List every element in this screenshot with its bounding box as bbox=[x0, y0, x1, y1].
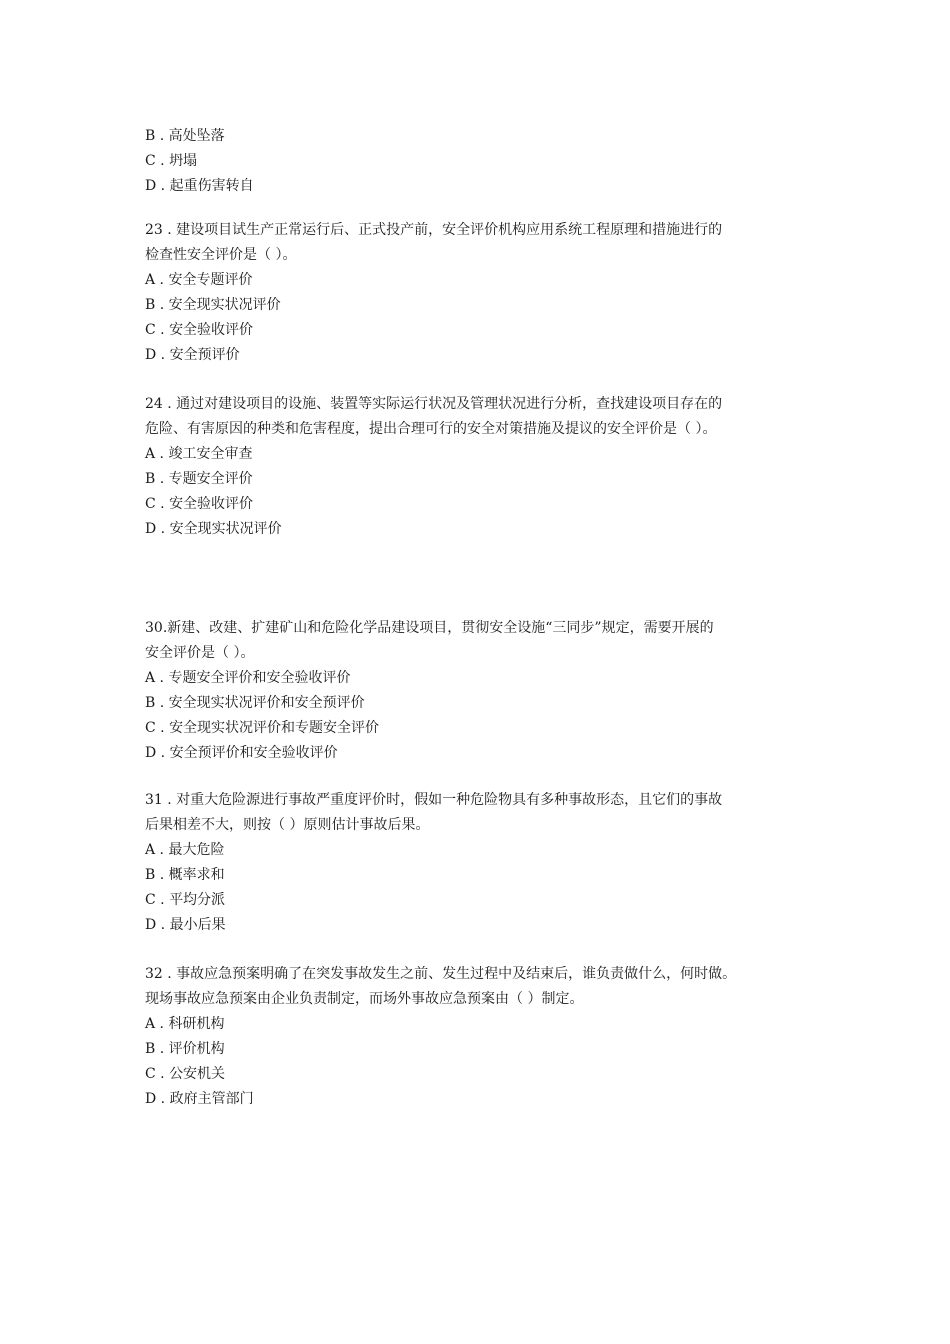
option-d: D . 起重伤害转自 bbox=[145, 178, 254, 194]
option-c: C . 公安机关 bbox=[145, 1066, 226, 1082]
question-stem-line: 32 . 事故应急预案明确了在突发事故发生之前、发生过程中及结束后，谁负责做什么，何时做。 bbox=[145, 966, 737, 982]
carryover-options bbox=[145, 124, 825, 199]
option-b: B . 评价机构 bbox=[145, 1041, 225, 1057]
option-d: D . 政府主管部门 bbox=[145, 1091, 254, 1107]
option-a: A . 专题安全评价和安全验收评价 bbox=[145, 670, 351, 686]
option-b: B . 安全现实状况评价 bbox=[145, 297, 281, 313]
question-stem-line: 危险、有害原因的种类和危害程度，提出合理可行的安全对策措施及提议的安全评价是（ ）。 bbox=[145, 421, 717, 437]
question-stem-line: 30.新建、改建、扩建矿山和危险化学品建设项目，贯彻安全设施“三同步”规定，需要开展的 bbox=[145, 620, 714, 636]
option-a: A . 科研机构 bbox=[145, 1016, 225, 1032]
option-c: C . 平均分派 bbox=[145, 892, 226, 908]
question-32 bbox=[145, 962, 825, 1112]
option-a: A . 最大危险 bbox=[145, 842, 225, 858]
option-b: B . 概率求和 bbox=[145, 867, 225, 883]
option-d: D . 安全预评价 bbox=[145, 347, 240, 363]
option-c: C . 安全验收评价 bbox=[145, 322, 254, 338]
question-31 bbox=[145, 788, 825, 938]
option-c: C . 安全现实状况评价和专题安全评价 bbox=[145, 720, 380, 736]
option-d: D . 安全预评价和安全验收评价 bbox=[145, 745, 338, 761]
option-d: D . 安全现实状况评价 bbox=[145, 521, 282, 537]
question-24 bbox=[145, 392, 825, 542]
question-30 bbox=[145, 616, 825, 766]
option-b: B . 安全现实状况评价和安全预评价 bbox=[145, 695, 365, 711]
question-stem-line: 安全评价是（ ）。 bbox=[145, 645, 255, 661]
question-stem-line: 检查性安全评价是（ ）。 bbox=[145, 247, 297, 263]
question-stem-line: 现场事故应急预案由企业负责制定，而场外事故应急预案由（ ）制定。 bbox=[145, 991, 584, 1007]
question-stem-line: 后果相差不大，则按（ ）原则估计事故后果。 bbox=[145, 817, 430, 833]
option-a: A . 安全专题评价 bbox=[145, 272, 253, 288]
option-b: B . 高处坠落 bbox=[145, 128, 225, 144]
question-stem-line: 23 . 建设项目试生产正常运行后、正式投产前，安全评价机构应用系统工程原理和措施进行的 bbox=[145, 222, 723, 238]
option-c: C . 安全验收评价 bbox=[145, 496, 254, 512]
option-a: A . 竣工安全审查 bbox=[145, 446, 253, 462]
option-c: C . 坍塌 bbox=[145, 153, 198, 169]
question-stem-line: 24 . 通过对建设项目的设施、装置等实际运行状况及管理状况进行分析，查找建设项目存在的 bbox=[145, 396, 723, 412]
option-b: B . 专题安全评价 bbox=[145, 471, 253, 487]
option-d: D . 最小后果 bbox=[145, 917, 226, 933]
question-23 bbox=[145, 218, 825, 368]
question-stem-line: 31 . 对重大危险源进行事故严重度评价时，假如一种危险物具有多种事故形态，且它们的事故 bbox=[145, 792, 723, 808]
